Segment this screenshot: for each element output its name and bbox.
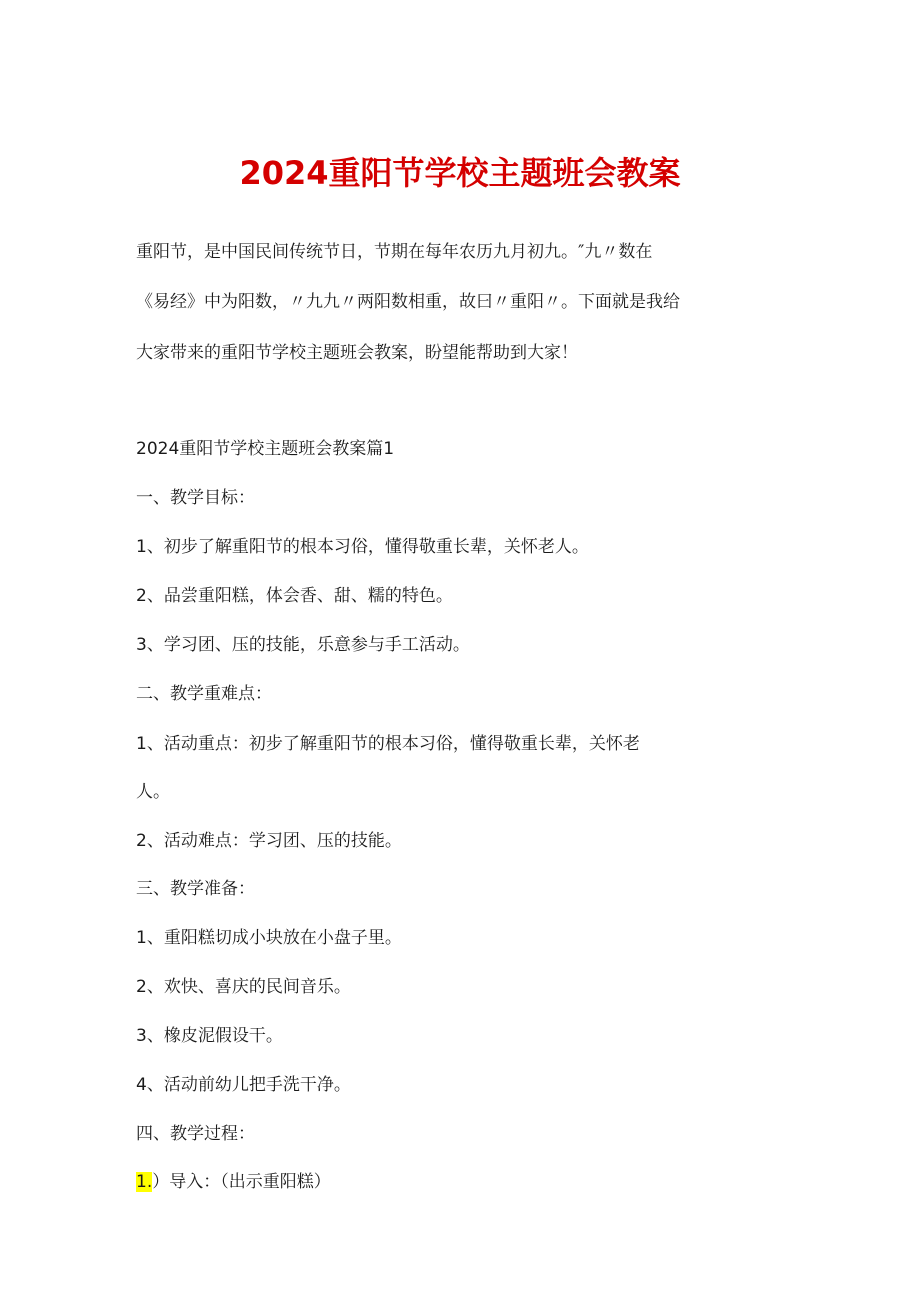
goal-item-1: 1、初步了解重阳节的根本习俗，懂得敬重长辈，关怀老人。 [136, 537, 589, 557]
key-point-item-1-cont: 人。 [136, 782, 170, 802]
intro-line-2: 《易经》中为阳数，〃九九〃两阳数相重，故曰〃重阳〃。下面就是我给 [136, 292, 680, 312]
goal-item-2: 2、品尝重阳糕，体会香、甜、糯的特色。 [136, 586, 453, 606]
prep-item-3: 3、橡皮泥假设干。 [136, 1026, 283, 1046]
process-item-1 [136, 1170, 331, 1194]
highlighted-number: 1. [136, 1172, 153, 1192]
heading-teaching-goals: 一、教学目标： [136, 488, 255, 508]
document-title: 2024重阳节学校主题班会教案 [239, 154, 681, 192]
prep-item-1: 1、重阳糕切成小块放在小盘子里。 [136, 928, 402, 948]
goal-item-3: 3、学习团、压的技能，乐意参与手工活动。 [136, 635, 470, 655]
process-item-1-text: ）导入：（出示重阳糕） [152, 1172, 331, 1192]
key-point-item-1: 1、活动重点：初步了解重阳节的根本习俗，懂得敬重长辈，关怀老 [136, 734, 640, 754]
key-point-item-2: 2、活动难点：学习团、压的技能。 [136, 831, 402, 851]
intro-line-3: 大家带来的重阳节学校主题班会教案，盼望能帮助到大家！ [136, 343, 578, 363]
heading-process: 四、教学过程： [136, 1124, 255, 1144]
heading-key-points: 二、教学重难点： [136, 684, 272, 704]
intro-line-1: 重阳节，是中国民间传统节日，节期在每年农历九月初九。″九〃数在 [136, 242, 653, 262]
heading-preparation: 三、教学准备： [136, 879, 255, 899]
prep-item-4: 4、活动前幼儿把手洗干净。 [136, 1075, 351, 1095]
prep-item-2: 2、欢快、喜庆的民间音乐。 [136, 977, 351, 997]
section-heading: 2024重阳节学校主题班会教案篇1 [136, 439, 395, 459]
